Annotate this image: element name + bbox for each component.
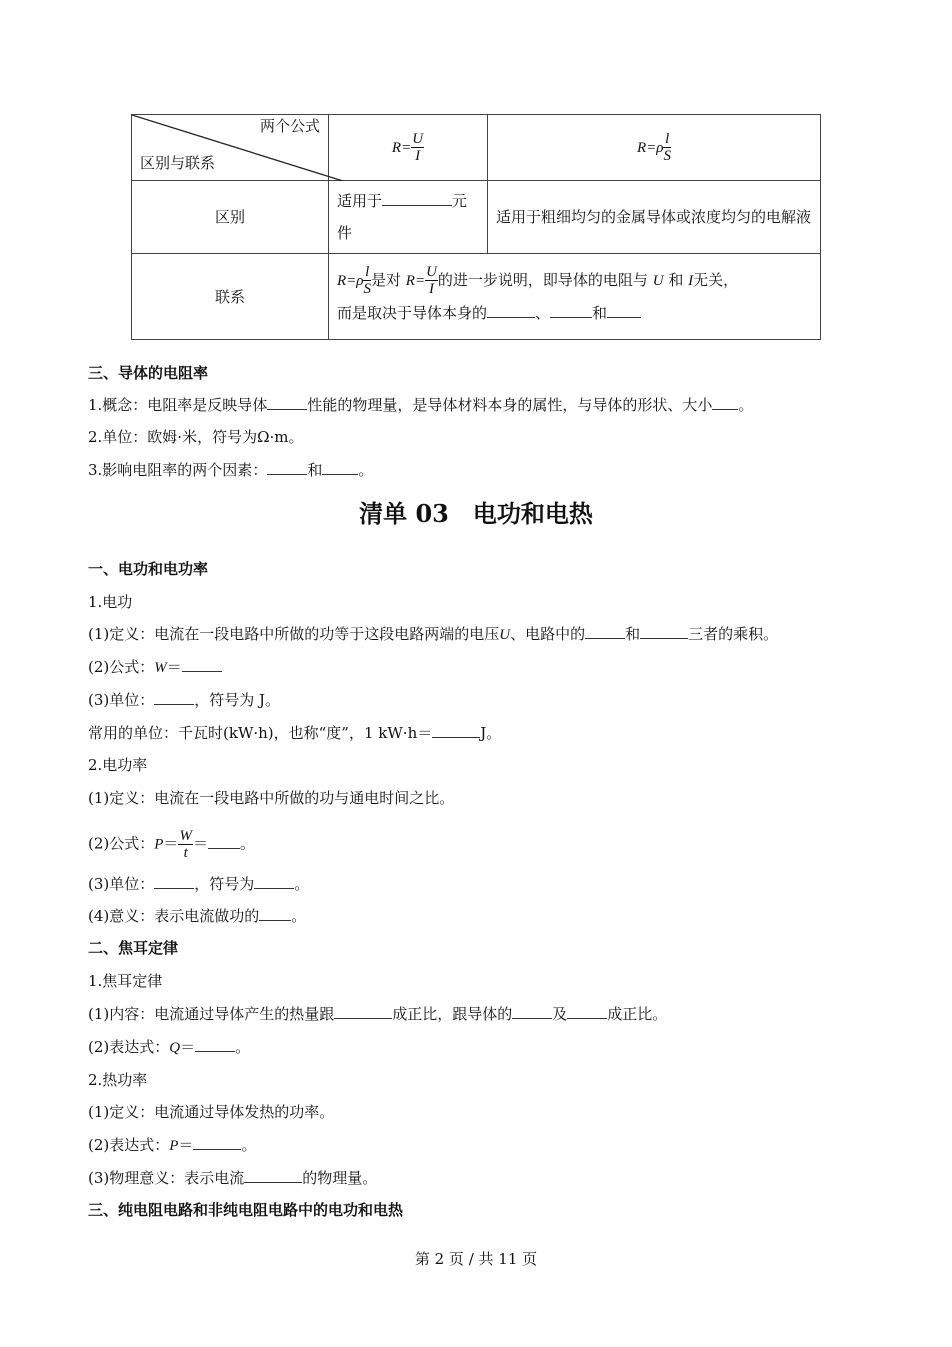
formula-comparison-table (131, 114, 821, 340)
section-heading (88, 559, 208, 579)
difference-cell-1: 适用于 元件 (329, 181, 488, 254)
text: 二、焦耳定律 (88, 939, 179, 957)
text: ＝ (192, 834, 208, 853)
header-top-label: 两个公式 (259, 117, 320, 135)
text: ，符号为 J。 (194, 691, 281, 709)
section-title: 清单 03 电功和电热 (359, 499, 593, 528)
fill-in-blank (154, 690, 194, 705)
text-line (88, 460, 373, 480)
text: 三、纯电阻电路和非纯电阻电路中的电功和电热 (88, 1201, 404, 1219)
text-line (88, 592, 132, 612)
text-line (88, 1037, 250, 1058)
text: 三者的乘积。 (688, 625, 779, 643)
header-bottom-label: 区别与联系 (140, 154, 216, 172)
text: 1.电功 (88, 593, 133, 611)
text: 。 (235, 1038, 251, 1056)
text: 。 (241, 1136, 257, 1154)
text: (3)物理意义：表示电流 (88, 1169, 245, 1187)
text: 、电路中的 (510, 625, 586, 643)
text: ＝ (163, 834, 179, 853)
text-line (88, 395, 753, 415)
text: 。 (239, 834, 255, 853)
fraction: $\frac{W}{t}$ (179, 828, 192, 861)
text: 和 (625, 625, 641, 643)
diagonal-header-cell (132, 115, 329, 181)
variable: Q (169, 1040, 181, 1056)
fill-in-blank (154, 874, 194, 889)
text: (3)单位： (88, 875, 155, 893)
text: (1)定义：电流在一段电路中所做的功等于这段电路两端的电压 (88, 625, 500, 643)
fill-in-blank (585, 624, 625, 639)
fill-in-blank (182, 657, 222, 672)
text-line (88, 1004, 667, 1024)
text: ，符号为 (194, 875, 255, 893)
text: 3.影响电阻率的两个因素： (88, 461, 268, 479)
section-heading (88, 1200, 403, 1220)
fill-in-blank (640, 624, 688, 639)
text-line (88, 788, 454, 808)
fill-in-blank (267, 460, 307, 475)
text-line (88, 874, 309, 894)
fill-in-blank (259, 906, 291, 921)
text-line (88, 971, 162, 991)
fill-in-blank (712, 395, 738, 410)
text-line (88, 1168, 377, 1188)
text: ＝ (180, 1038, 196, 1056)
text-line (88, 755, 147, 775)
formula2-fraction: $\frac{l}{S}$ (663, 131, 671, 165)
row-label-relation: 联系 (132, 254, 329, 340)
text: 2.电功率 (88, 756, 148, 774)
text: 成正比，跟导体的 (392, 1005, 513, 1023)
text-line (88, 1135, 256, 1156)
text: (3)单位： (88, 691, 155, 709)
text: 一、电功和电功率 (88, 560, 209, 578)
formula1-cell (329, 115, 488, 181)
text: 。 (291, 907, 307, 925)
text: (2)表达式： (88, 1136, 170, 1154)
fill-in-blank (195, 1037, 235, 1052)
text: 。 (358, 461, 374, 479)
text-line (88, 828, 255, 861)
text-line (88, 427, 304, 447)
section-heading (88, 938, 178, 958)
formula1-lhs: R= (391, 139, 412, 156)
variable: W (154, 660, 167, 676)
page-footer: 第 2 页 / 共 11 页 (414, 1250, 538, 1268)
variable: P (169, 1138, 179, 1154)
fill-in-blank (334, 1004, 392, 1019)
fill-in-blank (267, 395, 307, 410)
text: (2)公式： (88, 834, 155, 853)
fill-in-blank (254, 874, 294, 889)
difference-cell-2: 适用于粗细均匀的金属导体或浓度均匀的电解液 (488, 181, 821, 254)
text: 2.热功率 (88, 1071, 148, 1089)
text: ＝ (178, 1136, 194, 1154)
text: 性能的物理量，是导体材料本身的属性，与导体的形状、大小 (307, 396, 713, 414)
text: (1)定义：电流在一段电路中所做的功与通电时间之比。 (88, 789, 455, 807)
text-line (88, 906, 306, 926)
relation-cell: R=ρ $\frac{l}{S}$ 是对 R= $\frac{U}{I}$ 的进一步说明，即导体的电阻与 U 和 I无关， 而是取决于导体本身的 、 和 (329, 254, 821, 340)
formula2-lhs: R=ρ (637, 139, 664, 156)
text-line (88, 723, 501, 743)
variable: U (499, 627, 511, 643)
formula2-cell (488, 115, 821, 181)
variable: P (154, 836, 164, 853)
fill-in-blank (567, 1004, 607, 1019)
text: 的物理量。 (302, 1169, 378, 1187)
text: (2)表达式： (88, 1038, 170, 1056)
text: (2)公式： (88, 658, 155, 676)
text: 1.焦耳定律 (88, 972, 163, 990)
fill-in-blank (432, 723, 480, 738)
text: 常用的单位：千瓦时(kW·h)，也称“度”，1 kW·h＝ (88, 724, 433, 742)
fill-in-blank (244, 1168, 302, 1183)
text-line (88, 1102, 334, 1122)
text: 。 (738, 396, 754, 414)
text: ＝ (166, 658, 182, 676)
text: 2.单位：欧姆·米，符号为Ω·m。 (88, 428, 304, 446)
row-label-difference: 区别 (132, 181, 329, 254)
text-line (88, 657, 222, 678)
fill-in-blank (193, 1135, 241, 1150)
text: (4)意义：表示电流做功的 (88, 907, 260, 925)
text: 和 (307, 461, 323, 479)
text: 1.概念：电阻率是反映导体 (88, 396, 268, 414)
text-line (88, 1070, 147, 1090)
formula1-fraction: $\frac{U}{I}$ (412, 131, 424, 165)
fill-in-blank (512, 1004, 552, 1019)
text: 及 (552, 1005, 568, 1023)
text: 。 (294, 875, 310, 893)
text: 成正比。 (607, 1005, 668, 1023)
text: (1)定义：电流通过导体发热的功率。 (88, 1103, 335, 1121)
text-line (88, 624, 778, 645)
fill-in-blank (322, 460, 358, 475)
text: J。 (480, 724, 502, 742)
text: 三、导体的电阻率 (88, 364, 209, 382)
section-heading (88, 363, 208, 383)
text: (1)内容：电流通过导体产生的热量跟 (88, 1005, 335, 1023)
fill-in-blank (208, 834, 240, 849)
text-line (88, 690, 280, 710)
